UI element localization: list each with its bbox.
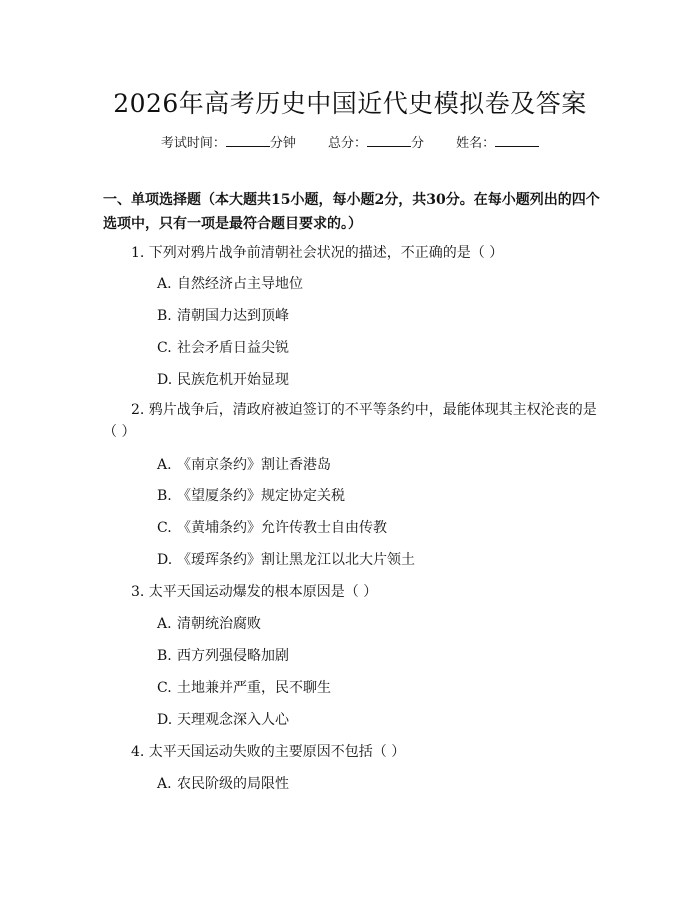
question-option[interactable]	[157, 677, 331, 699]
option-letter: A.	[157, 616, 172, 632]
option-text: 土地兼并严重，民不聊生	[177, 680, 331, 696]
option-letter: B.	[157, 648, 172, 664]
time-label: 考试时间：	[160, 136, 226, 151]
question-option[interactable]	[157, 369, 289, 391]
option-letter: C.	[157, 340, 172, 356]
question-option[interactable]	[157, 645, 289, 667]
option-letter: B.	[157, 308, 172, 324]
question-option[interactable]	[157, 549, 415, 571]
option-letter: B.	[157, 488, 172, 504]
question-stem: 2. 鸦片战争后，清政府被迫签订的不平等条约中，最能体现其主权沦丧的是（ ）	[103, 402, 597, 440]
option-text: 《黄埔条约》允许传教士自由传教	[177, 520, 387, 536]
question-option[interactable]	[157, 773, 289, 795]
page-title: 2026年高考历史中国近代史模拟卷及答案	[113, 89, 587, 118]
option-text: 农民阶级的局限性	[177, 776, 289, 792]
time-blank[interactable]	[226, 136, 270, 147]
question-option[interactable]	[157, 454, 331, 476]
option-text: 自然经济占主导地位	[177, 276, 303, 292]
question-stem: 4. 太平天国运动失败的主要原因不包括（ ）	[131, 744, 406, 760]
question-option[interactable]	[157, 305, 289, 327]
option-letter: D.	[157, 552, 173, 568]
student-name	[456, 136, 539, 151]
option-letter: A.	[157, 276, 172, 292]
score-label: 总分：	[327, 136, 367, 151]
question-option[interactable]	[157, 517, 387, 539]
question-stem: 3. 太平天国运动爆发的根本原因是（ ）	[131, 584, 378, 600]
option-text: 清朝统治腐败	[177, 616, 261, 632]
option-text: 《南京条约》割让香港岛	[177, 457, 331, 473]
option-text: 《望厦条约》规定协定关税	[177, 488, 345, 504]
option-text: 民族危机开始显现	[177, 372, 289, 388]
question-option[interactable]	[157, 485, 345, 507]
name-blank[interactable]	[495, 136, 539, 147]
option-text: 西方列强侵略加剧	[177, 648, 289, 664]
option-letter: A.	[157, 457, 172, 473]
option-letter: A.	[157, 776, 172, 792]
option-letter: D.	[157, 712, 173, 728]
score-unit: 分	[411, 136, 425, 151]
question-option[interactable]	[157, 709, 289, 731]
time-unit: 分钟	[269, 136, 296, 151]
option-text: 天理观念深入人心	[177, 712, 289, 728]
option-text: 社会矛盾日益尖锐	[177, 340, 289, 356]
exam-time	[161, 136, 300, 151]
score-blank[interactable]	[367, 136, 411, 147]
option-text: 《瑷珲条约》割让黑龙江以北大片领土	[177, 552, 415, 568]
option-letter: C.	[157, 520, 172, 536]
option-text: 清朝国力达到顶峰	[177, 308, 289, 324]
total-score	[328, 136, 428, 151]
question-stem: 1. 下列对鸦片战争前清朝社会状况的描述，不正确的是（ ）	[131, 245, 504, 261]
option-letter: D.	[157, 372, 173, 388]
name-label: 姓名：	[456, 136, 496, 151]
section-heading: 一、单项选择题（本大题共15小题，每小题2分，共30分。在每小题列出的四个选项中，只有一项是最符合题目要求的。）	[103, 192, 600, 232]
exam-meta	[0, 132, 700, 151]
option-letter: C.	[157, 680, 172, 696]
question-option[interactable]	[157, 273, 303, 295]
question-option[interactable]	[157, 337, 289, 359]
question-option[interactable]	[157, 613, 261, 635]
